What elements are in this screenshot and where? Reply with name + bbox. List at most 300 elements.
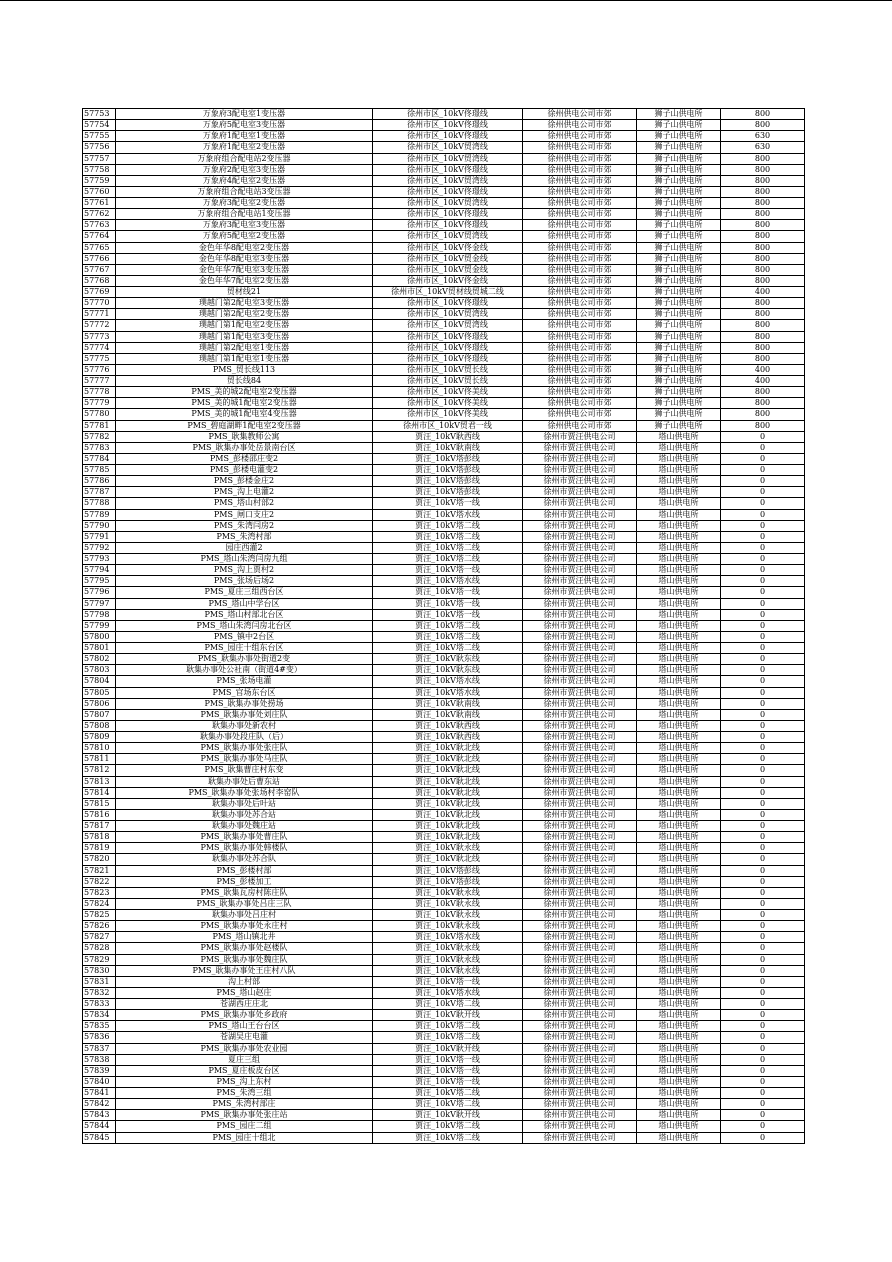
cell-capacity: 0 (721, 509, 805, 520)
cell-transformer-name: PMS_彭楼村部 (116, 865, 373, 876)
cell-transformer-name: 耿集办事处苏合站 (116, 809, 373, 820)
cell-station: 塔山供电所 (637, 1043, 721, 1054)
cell-station: 塔山供电所 (637, 765, 721, 776)
table-row (83, 898, 805, 909)
table-row (83, 1088, 805, 1099)
transformer-table-container (82, 108, 804, 1144)
cell-company: 徐州市贾汪供电公司 (523, 1054, 637, 1065)
cell-transformer-name: 金色年华8配电室3变压器 (116, 253, 373, 264)
cell-id: 57785 (83, 465, 116, 476)
table-row (83, 576, 805, 587)
cell-capacity: 0 (721, 554, 805, 565)
table-row (83, 453, 805, 464)
cell-station: 塔山供电所 (637, 509, 721, 520)
cell-transformer-name: 璞越门第1配电室3变压器 (116, 331, 373, 342)
cell-id: 57775 (83, 353, 116, 364)
cell-transformer-name: PMS_塔山赵庄 (116, 987, 373, 998)
cell-transformer-name: 耿集办事处吕庄村 (116, 910, 373, 921)
cell-station: 塔山供电所 (637, 843, 721, 854)
cell-id: 57832 (83, 987, 116, 998)
cell-id: 57831 (83, 976, 116, 987)
cell-station: 塔山供电所 (637, 665, 721, 676)
cell-company: 徐州供电公司市郊 (523, 420, 637, 431)
cell-capacity: 0 (721, 921, 805, 932)
table-row (83, 220, 805, 231)
cell-capacity: 800 (721, 275, 805, 286)
cell-id: 57801 (83, 643, 116, 654)
cell-station: 塔山供电所 (637, 1110, 721, 1121)
cell-id: 57767 (83, 264, 116, 275)
cell-feeder-line: 徐州市区_10kV贸君一线 (373, 420, 523, 431)
page-top-rule (0, 0, 892, 1)
cell-id: 57782 (83, 431, 116, 442)
cell-id: 57839 (83, 1065, 116, 1076)
cell-feeder-line: 徐州市区_10kV佟璟线 (373, 220, 523, 231)
cell-transformer-name: 贸长线84 (116, 376, 373, 387)
table-row (83, 376, 805, 387)
cell-feeder-line: 贾汪_10kV耿东线 (373, 654, 523, 665)
cell-id: 57803 (83, 665, 116, 676)
cell-id: 57815 (83, 798, 116, 809)
cell-capacity: 0 (721, 1032, 805, 1043)
cell-id: 57812 (83, 765, 116, 776)
cell-station: 塔山供电所 (637, 999, 721, 1010)
cell-id: 57799 (83, 620, 116, 631)
cell-company: 徐州供电公司市郊 (523, 175, 637, 186)
cell-transformer-name: 万象府1配电室1变压器 (116, 131, 373, 142)
cell-station: 塔山供电所 (637, 798, 721, 809)
cell-transformer-name: PMS_耿集教师公寓 (116, 431, 373, 442)
table-row (83, 987, 805, 998)
table-row (83, 910, 805, 921)
cell-feeder-line: 贾汪_10kV塔二线 (373, 999, 523, 1010)
cell-feeder-line: 贾汪_10kV塔二线 (373, 1032, 523, 1043)
cell-company: 徐州供电公司市郊 (523, 142, 637, 153)
table-row (83, 787, 805, 798)
table-row (83, 1065, 805, 1076)
cell-capacity: 0 (721, 954, 805, 965)
cell-feeder-line: 徐州市区_10kV贸长线 (373, 376, 523, 387)
cell-id: 57787 (83, 487, 116, 498)
cell-company: 徐州市贾汪供电公司 (523, 643, 637, 654)
cell-id: 57811 (83, 754, 116, 765)
cell-capacity: 800 (721, 109, 805, 120)
cell-id: 57809 (83, 732, 116, 743)
cell-feeder-line: 贾汪_10kV塔彭线 (373, 476, 523, 487)
cell-id: 57805 (83, 687, 116, 698)
cell-station: 塔山供电所 (637, 1010, 721, 1021)
cell-feeder-line: 贾汪_10kV塔二线 (373, 1021, 523, 1032)
cell-feeder-line: 徐州市区_10kV贸长线 (373, 364, 523, 375)
cell-transformer-name: PMS_耿集办事处吕庄三队 (116, 898, 373, 909)
cell-company: 徐州市贾汪供电公司 (523, 910, 637, 921)
cell-company: 徐州市贾汪供电公司 (523, 442, 637, 453)
cell-id: 57821 (83, 865, 116, 876)
cell-station: 塔山供电所 (637, 542, 721, 553)
cell-company: 徐州供电公司市郊 (523, 298, 637, 309)
cell-station: 塔山供电所 (637, 598, 721, 609)
cell-transformer-name: PMS_塔山王台台区 (116, 1021, 373, 1032)
cell-transformer-name: PMS_彭楼加工 (116, 876, 373, 887)
cell-transformer-name: PMS_朱湾村部庄 (116, 1099, 373, 1110)
cell-station: 塔山供电所 (637, 854, 721, 865)
cell-feeder-line: 贾汪_10kV耿西线 (373, 732, 523, 743)
cell-station: 塔山供电所 (637, 631, 721, 642)
cell-station: 狮子山供电所 (637, 309, 721, 320)
cell-transformer-name: 璞越门第1配电室2变压器 (116, 320, 373, 331)
cell-id: 57795 (83, 576, 116, 587)
cell-id: 57823 (83, 887, 116, 898)
cell-id: 57768 (83, 275, 116, 286)
cell-capacity: 0 (721, 1021, 805, 1032)
cell-station: 塔山供电所 (637, 887, 721, 898)
cell-transformer-name: 金色年华7配电室2变压器 (116, 275, 373, 286)
cell-company: 徐州市贾汪供电公司 (523, 1088, 637, 1099)
table-row (83, 854, 805, 865)
cell-feeder-line: 贾汪_10kV耿开线 (373, 1010, 523, 1021)
cell-capacity: 0 (721, 498, 805, 509)
cell-id: 57790 (83, 520, 116, 531)
cell-feeder-line: 贾汪_10kV塔一线 (373, 498, 523, 509)
cell-transformer-name: PMS_夏庄板皮台区 (116, 1065, 373, 1076)
cell-id: 57813 (83, 776, 116, 787)
cell-company: 徐州市贾汪供电公司 (523, 609, 637, 620)
cell-station: 塔山供电所 (637, 1065, 721, 1076)
table-row (83, 798, 805, 809)
cell-transformer-name: PMS_耿集曹庄村东变 (116, 765, 373, 776)
table-row (83, 1110, 805, 1121)
cell-company: 徐州市贾汪供电公司 (523, 999, 637, 1010)
cell-capacity: 800 (721, 153, 805, 164)
cell-feeder-line: 贾汪_10kV耿永线 (373, 887, 523, 898)
cell-company: 徐州市贾汪供电公司 (523, 476, 637, 487)
cell-company: 徐州市贾汪供电公司 (523, 654, 637, 665)
table-row (83, 709, 805, 720)
table-row (83, 1076, 805, 1087)
cell-feeder-line: 贾汪_10kV耿北线 (373, 798, 523, 809)
cell-feeder-line: 贾汪_10kV耿南线 (373, 709, 523, 720)
cell-station: 塔山供电所 (637, 976, 721, 987)
cell-station: 塔山供电所 (637, 531, 721, 542)
cell-feeder-line: 徐州市区_10kV佟璟线 (373, 209, 523, 220)
table-row (83, 198, 805, 209)
cell-feeder-line: 贾汪_10kV耿北线 (373, 765, 523, 776)
cell-feeder-line: 徐州市区_10kV佟金线 (373, 275, 523, 286)
cell-feeder-line: 徐州市区_10kV佟金线 (373, 242, 523, 253)
cell-station: 狮子山供电所 (637, 198, 721, 209)
cell-feeder-line: 徐州市区_10kV佟璟线 (373, 109, 523, 120)
cell-company: 徐州市贾汪供电公司 (523, 554, 637, 565)
cell-company: 徐州供电公司市郊 (523, 231, 637, 242)
cell-station: 狮子山供电所 (637, 209, 721, 220)
cell-station: 塔山供电所 (637, 776, 721, 787)
cell-capacity: 0 (721, 743, 805, 754)
cell-station: 狮子山供电所 (637, 387, 721, 398)
cell-company: 徐州市贾汪供电公司 (523, 631, 637, 642)
cell-capacity: 0 (721, 1076, 805, 1087)
cell-transformer-name: PMS_彭楼电灌变2 (116, 465, 373, 476)
table-row (83, 732, 805, 743)
cell-feeder-line: 贾汪_10kV塔二线 (373, 631, 523, 642)
table-row (83, 921, 805, 932)
cell-station: 狮子山供电所 (637, 142, 721, 153)
cell-transformer-name: 万象府5配电室3变压器 (116, 120, 373, 131)
cell-company: 徐州供电公司市郊 (523, 242, 637, 253)
table-row (83, 1099, 805, 1110)
cell-transformer-name: 耿集办事处苏合队 (116, 854, 373, 865)
cell-capacity: 0 (721, 576, 805, 587)
cell-transformer-name: 万象府组合配电站3变压器 (116, 186, 373, 197)
cell-capacity: 0 (721, 643, 805, 654)
cell-id: 57806 (83, 698, 116, 709)
cell-id: 57833 (83, 999, 116, 1010)
cell-station: 狮子山供电所 (637, 131, 721, 142)
cell-transformer-name: PMS_张场电灌 (116, 676, 373, 687)
cell-capacity: 0 (721, 865, 805, 876)
cell-id: 57817 (83, 821, 116, 832)
table-row (83, 120, 805, 131)
cell-company: 徐州市贾汪供电公司 (523, 665, 637, 676)
cell-feeder-line: 贾汪_10kV耿北线 (373, 832, 523, 843)
table-row (83, 287, 805, 298)
cell-id: 57778 (83, 387, 116, 398)
cell-id: 57829 (83, 954, 116, 965)
cell-capacity: 0 (721, 987, 805, 998)
cell-feeder-line: 贾汪_10kV耿永线 (373, 910, 523, 921)
cell-transformer-name: PMS_耿集办事处乡政府 (116, 1010, 373, 1021)
cell-capacity: 0 (721, 665, 805, 676)
cell-feeder-line: 贾汪_10kV耿北线 (373, 854, 523, 865)
cell-company: 徐州市贾汪供电公司 (523, 709, 637, 720)
cell-feeder-line: 徐州市区_10kV佟璟线 (373, 120, 523, 131)
cell-transformer-name: PMS_耿集办事处刘庄队 (116, 709, 373, 720)
cell-company: 徐州市贾汪供电公司 (523, 587, 637, 598)
cell-feeder-line: 贾汪_10kV塔一线 (373, 609, 523, 620)
cell-company: 徐州供电公司市郊 (523, 376, 637, 387)
cell-station: 狮子山供电所 (637, 287, 721, 298)
cell-id: 57814 (83, 787, 116, 798)
cell-station: 狮子山供电所 (637, 153, 721, 164)
cell-feeder-line: 贾汪_10kV塔二线 (373, 620, 523, 631)
table-row (83, 654, 805, 665)
table-row (83, 1121, 805, 1132)
table-row (83, 175, 805, 186)
cell-feeder-line: 贾汪_10kV耿南线 (373, 698, 523, 709)
cell-capacity: 0 (721, 1132, 805, 1143)
cell-station: 塔山供电所 (637, 832, 721, 843)
cell-capacity: 800 (721, 353, 805, 364)
table-row (83, 309, 805, 320)
cell-company: 徐州市贾汪供电公司 (523, 965, 637, 976)
cell-feeder-line: 徐州市区_10kV贸湾线 (373, 231, 523, 242)
cell-company: 徐州市贾汪供电公司 (523, 687, 637, 698)
cell-transformer-name: 贸材线21 (116, 287, 373, 298)
cell-transformer-name: PMS_沟上电灌2 (116, 487, 373, 498)
cell-id: 57819 (83, 843, 116, 854)
cell-capacity: 0 (721, 1121, 805, 1132)
cell-capacity: 0 (721, 709, 805, 720)
table-row (83, 320, 805, 331)
cell-id: 57841 (83, 1088, 116, 1099)
table-row (83, 643, 805, 654)
cell-feeder-line: 贾汪_10kV耿南线 (373, 442, 523, 453)
cell-transformer-name: 璞越门第1配电室1变压器 (116, 353, 373, 364)
cell-feeder-line: 贾汪_10kV耿永线 (373, 943, 523, 954)
cell-capacity: 0 (721, 609, 805, 620)
cell-feeder-line: 贾汪_10kV塔二线 (373, 520, 523, 531)
cell-feeder-line: 贾汪_10kV塔二线 (373, 554, 523, 565)
cell-id: 57838 (83, 1054, 116, 1065)
cell-transformer-name: 万象府4配电室2变压器 (116, 175, 373, 186)
cell-station: 塔山供电所 (637, 643, 721, 654)
cell-transformer-name: PMS_塔山村部北台区 (116, 609, 373, 620)
cell-transformer-name: 金色年华7配电室3变压器 (116, 264, 373, 275)
cell-feeder-line: 贾汪_10kV塔二线 (373, 542, 523, 553)
cell-station: 塔山供电所 (637, 1076, 721, 1087)
table-row (83, 142, 805, 153)
cell-station: 狮子山供电所 (637, 342, 721, 353)
cell-company: 徐州市贾汪供电公司 (523, 531, 637, 542)
cell-feeder-line: 贾汪_10kV塔水线 (373, 676, 523, 687)
table-row (83, 843, 805, 854)
cell-transformer-name: 耿集办事处公社南（街道4#变） (116, 665, 373, 676)
cell-id: 57828 (83, 943, 116, 954)
table-row (83, 465, 805, 476)
cell-capacity: 800 (721, 409, 805, 420)
cell-transformer-name: PMS_耿集办事处赵楼队 (116, 943, 373, 954)
cell-station: 狮子山供电所 (637, 275, 721, 286)
cell-feeder-line: 贾汪_10kV塔一线 (373, 1065, 523, 1076)
cell-company: 徐州市贾汪供电公司 (523, 954, 637, 965)
cell-transformer-name: PMS_耿集瓦房村陈庄队 (116, 887, 373, 898)
cell-capacity: 0 (721, 453, 805, 464)
cell-company: 徐州市贾汪供电公司 (523, 865, 637, 876)
cell-company: 徐州市贾汪供电公司 (523, 732, 637, 743)
cell-station: 塔山供电所 (637, 1099, 721, 1110)
cell-capacity: 800 (721, 331, 805, 342)
cell-feeder-line: 贾汪_10kV塔二线 (373, 1099, 523, 1110)
cell-capacity: 630 (721, 131, 805, 142)
cell-transformer-name: PMS_耿集办事处岳景南台区 (116, 442, 373, 453)
table-row (83, 253, 805, 264)
cell-station: 塔山供电所 (637, 943, 721, 954)
cell-capacity: 0 (721, 476, 805, 487)
cell-transformer-name: PMS_耿集办事处王庄村八队 (116, 965, 373, 976)
cell-transformer-name: PMS_美的城1配电室2变压器 (116, 398, 373, 409)
cell-capacity: 0 (721, 776, 805, 787)
cell-capacity: 0 (721, 631, 805, 642)
cell-feeder-line: 贾汪_10kV塔一线 (373, 565, 523, 576)
cell-company: 徐州市贾汪供电公司 (523, 698, 637, 709)
cell-station: 塔山供电所 (637, 787, 721, 798)
table-row (83, 1010, 805, 1021)
cell-feeder-line: 贾汪_10kV塔彭线 (373, 865, 523, 876)
cell-company: 徐州市贾汪供电公司 (523, 1121, 637, 1132)
cell-station: 狮子山供电所 (637, 264, 721, 275)
cell-transformer-name: 璞越门第2配电室2变压器 (116, 309, 373, 320)
table-body (83, 109, 805, 1144)
cell-id: 57781 (83, 420, 116, 431)
cell-id: 57770 (83, 298, 116, 309)
cell-station: 塔山供电所 (637, 821, 721, 832)
cell-id: 57796 (83, 587, 116, 598)
cell-transformer-name: PMS_闸口支庄2 (116, 509, 373, 520)
table-row (83, 231, 805, 242)
cell-id: 57840 (83, 1076, 116, 1087)
cell-feeder-line: 徐州市区_10kV贸湾线 (373, 175, 523, 186)
cell-company: 徐州市贾汪供电公司 (523, 1065, 637, 1076)
cell-station: 狮子山供电所 (637, 353, 721, 364)
cell-id: 57843 (83, 1110, 116, 1121)
table-row (83, 565, 805, 576)
cell-transformer-name: PMS_朱湾闫房2 (116, 520, 373, 531)
cell-company: 徐州市贾汪供电公司 (523, 787, 637, 798)
cell-company: 徐州供电公司市郊 (523, 353, 637, 364)
cell-transformer-name: PMS_沟上东村 (116, 1076, 373, 1087)
table-row (83, 554, 805, 565)
cell-company: 徐州市贾汪供电公司 (523, 843, 637, 854)
cell-feeder-line: 徐州市区_10kV佟璟线 (373, 131, 523, 142)
cell-feeder-line: 贾汪_10kV塔二线 (373, 1088, 523, 1099)
cell-id: 57827 (83, 932, 116, 943)
cell-capacity: 0 (721, 854, 805, 865)
cell-feeder-line: 贾汪_10kV耿北线 (373, 787, 523, 798)
table-row (83, 431, 805, 442)
cell-station: 狮子山供电所 (637, 120, 721, 131)
cell-id: 57772 (83, 320, 116, 331)
cell-capacity: 0 (721, 542, 805, 553)
cell-company: 徐州市贾汪供电公司 (523, 1021, 637, 1032)
cell-feeder-line: 徐州市区_10kV佟璟线 (373, 164, 523, 175)
cell-transformer-name: PMS_耿集办事处街道2变 (116, 654, 373, 665)
cell-company: 徐州市贾汪供电公司 (523, 921, 637, 932)
cell-capacity: 0 (721, 1099, 805, 1110)
table-row (83, 342, 805, 353)
cell-station: 塔山供电所 (637, 676, 721, 687)
cell-company: 徐州市贾汪供电公司 (523, 565, 637, 576)
table-row (83, 420, 805, 431)
cell-station: 塔山供电所 (637, 609, 721, 620)
cell-capacity: 800 (721, 320, 805, 331)
cell-id: 57754 (83, 120, 116, 131)
table-row (83, 776, 805, 787)
cell-feeder-line: 徐州市区_10kV贸材线贸城二线 (373, 287, 523, 298)
cell-station: 塔山供电所 (637, 654, 721, 665)
cell-feeder-line: 贾汪_10kV耿永线 (373, 921, 523, 932)
cell-station: 塔山供电所 (637, 910, 721, 921)
cell-capacity: 0 (721, 465, 805, 476)
cell-capacity: 0 (721, 809, 805, 820)
cell-capacity: 0 (721, 876, 805, 887)
cell-transformer-name: PMS_耿集办事处捞场 (116, 698, 373, 709)
cell-feeder-line: 贾汪_10kV耿开线 (373, 1043, 523, 1054)
cell-id: 57776 (83, 364, 116, 375)
cell-capacity: 0 (721, 598, 805, 609)
cell-company: 徐州市贾汪供电公司 (523, 987, 637, 998)
table-row (83, 498, 805, 509)
cell-company: 徐州市贾汪供电公司 (523, 798, 637, 809)
cell-id: 57757 (83, 153, 116, 164)
cell-id: 57835 (83, 1021, 116, 1032)
cell-id: 57784 (83, 453, 116, 464)
cell-feeder-line: 徐州市区_10kV贸湾线 (373, 198, 523, 209)
cell-capacity: 800 (721, 298, 805, 309)
cell-company: 徐州市贾汪供电公司 (523, 720, 637, 731)
cell-feeder-line: 徐州市区_10kV佟美线 (373, 387, 523, 398)
cell-id: 57800 (83, 631, 116, 642)
cell-capacity: 0 (721, 898, 805, 909)
cell-transformer-name: PMS_耿集办事处张庄站 (116, 1110, 373, 1121)
